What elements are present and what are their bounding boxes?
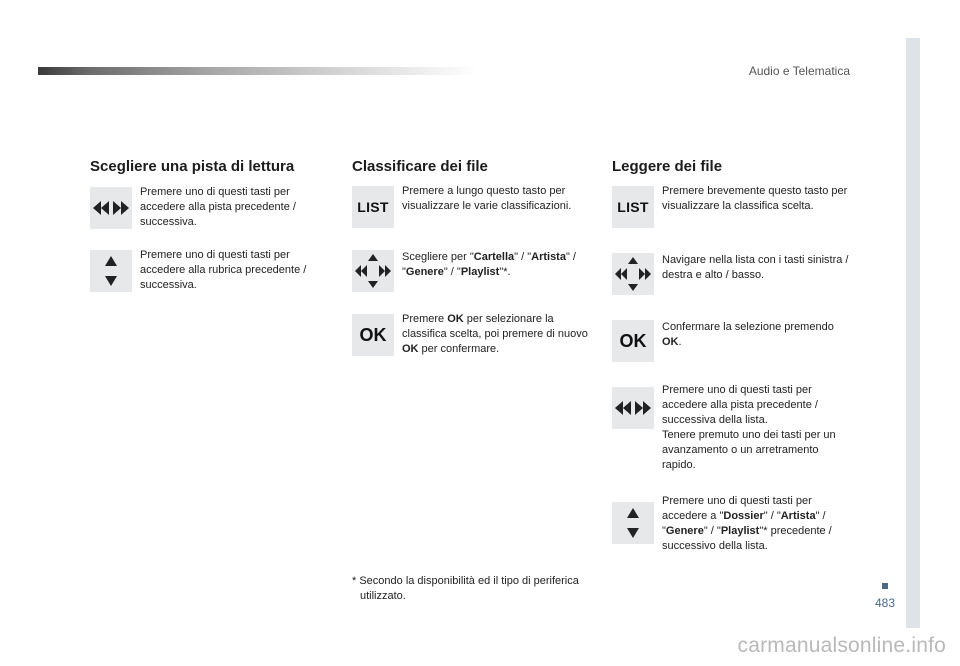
instruction-text: Scegliere per "Cartella" / "Artista" / "Genere" / "Playlist"*. <box>402 251 576 278</box>
key-arrows-lr <box>612 387 654 429</box>
instruction-text: Premere uno di questi tasti per accedere alla rubrica precedente / successiva. <box>140 249 307 291</box>
instruction-text: Navigare nella lista con i tasti sinistra / destra e alto / basso. <box>662 254 849 281</box>
key-arrows-4 <box>612 253 654 295</box>
section-heading: Leggere dei file <box>612 158 723 175</box>
list-key-label: LIST <box>617 199 649 215</box>
list-key-label: LIST <box>357 199 389 215</box>
key-arrows-ud <box>90 250 132 292</box>
instruction-text: Premere uno di questi tasti per accedere a "Dossier" / "Artista" / "Genere" / "Playlist"* precedente / successivo della lista. <box>662 495 832 552</box>
key-arrows-lr <box>90 187 132 229</box>
arrows-left-right-icon <box>613 399 653 417</box>
page-marker <box>882 583 888 589</box>
instruction-text: Premere uno di questi tasti per accedere alla pista precedente / successiva. <box>140 186 296 228</box>
key-list <box>612 186 654 228</box>
key-ok <box>612 320 654 362</box>
ok-key-label: OK <box>359 324 387 345</box>
arrows-four-way-icon <box>353 251 393 291</box>
key-arrows-ud <box>612 502 654 544</box>
header-gradient-bar <box>38 67 478 75</box>
key-arrows-4 <box>352 250 394 292</box>
ok-key-label: OK <box>619 330 647 351</box>
arrows-left-right-icon <box>91 199 131 217</box>
header-title: Audio e Telematica <box>748 64 850 78</box>
section-heading: Classificare dei file <box>352 158 488 175</box>
arrows-up-down-icon <box>103 254 119 288</box>
column-read-files <box>612 158 862 552</box>
key-ok <box>352 314 394 356</box>
page-number: 483 <box>875 596 896 610</box>
footnote: * Secondo la disponibilità ed il tipo di periferica utilizzato. <box>352 575 579 602</box>
instruction-text: Premere a lungo questo tasto per visualizzare le varie classificazioni. <box>402 185 572 212</box>
column-select-track <box>90 158 340 291</box>
instruction-text: Confermare la selezione premendo OK. <box>662 321 834 348</box>
arrows-up-down-icon <box>625 506 641 540</box>
column-classify-files <box>352 158 602 355</box>
side-strip <box>906 38 920 628</box>
instruction-text: Premere brevemente questo tasto per visualizzare la classifica scelta. <box>662 185 848 212</box>
instruction-text: Premere OK per selezionare la classifica scelta, poi premere di nuovo OK per confermare. <box>402 313 588 355</box>
instruction-text: Premere uno di questi tasti per accedere alla pista precedente / successiva della lista. Tenere premuto uno dei tasti per un avanzamento o un arretramento rapido. <box>662 384 836 471</box>
watermark: carmanualsonline.info <box>737 634 946 657</box>
section-heading: Scegliere una pista di lettura <box>90 158 295 175</box>
key-list <box>352 186 394 228</box>
arrows-four-way-icon <box>613 254 653 294</box>
